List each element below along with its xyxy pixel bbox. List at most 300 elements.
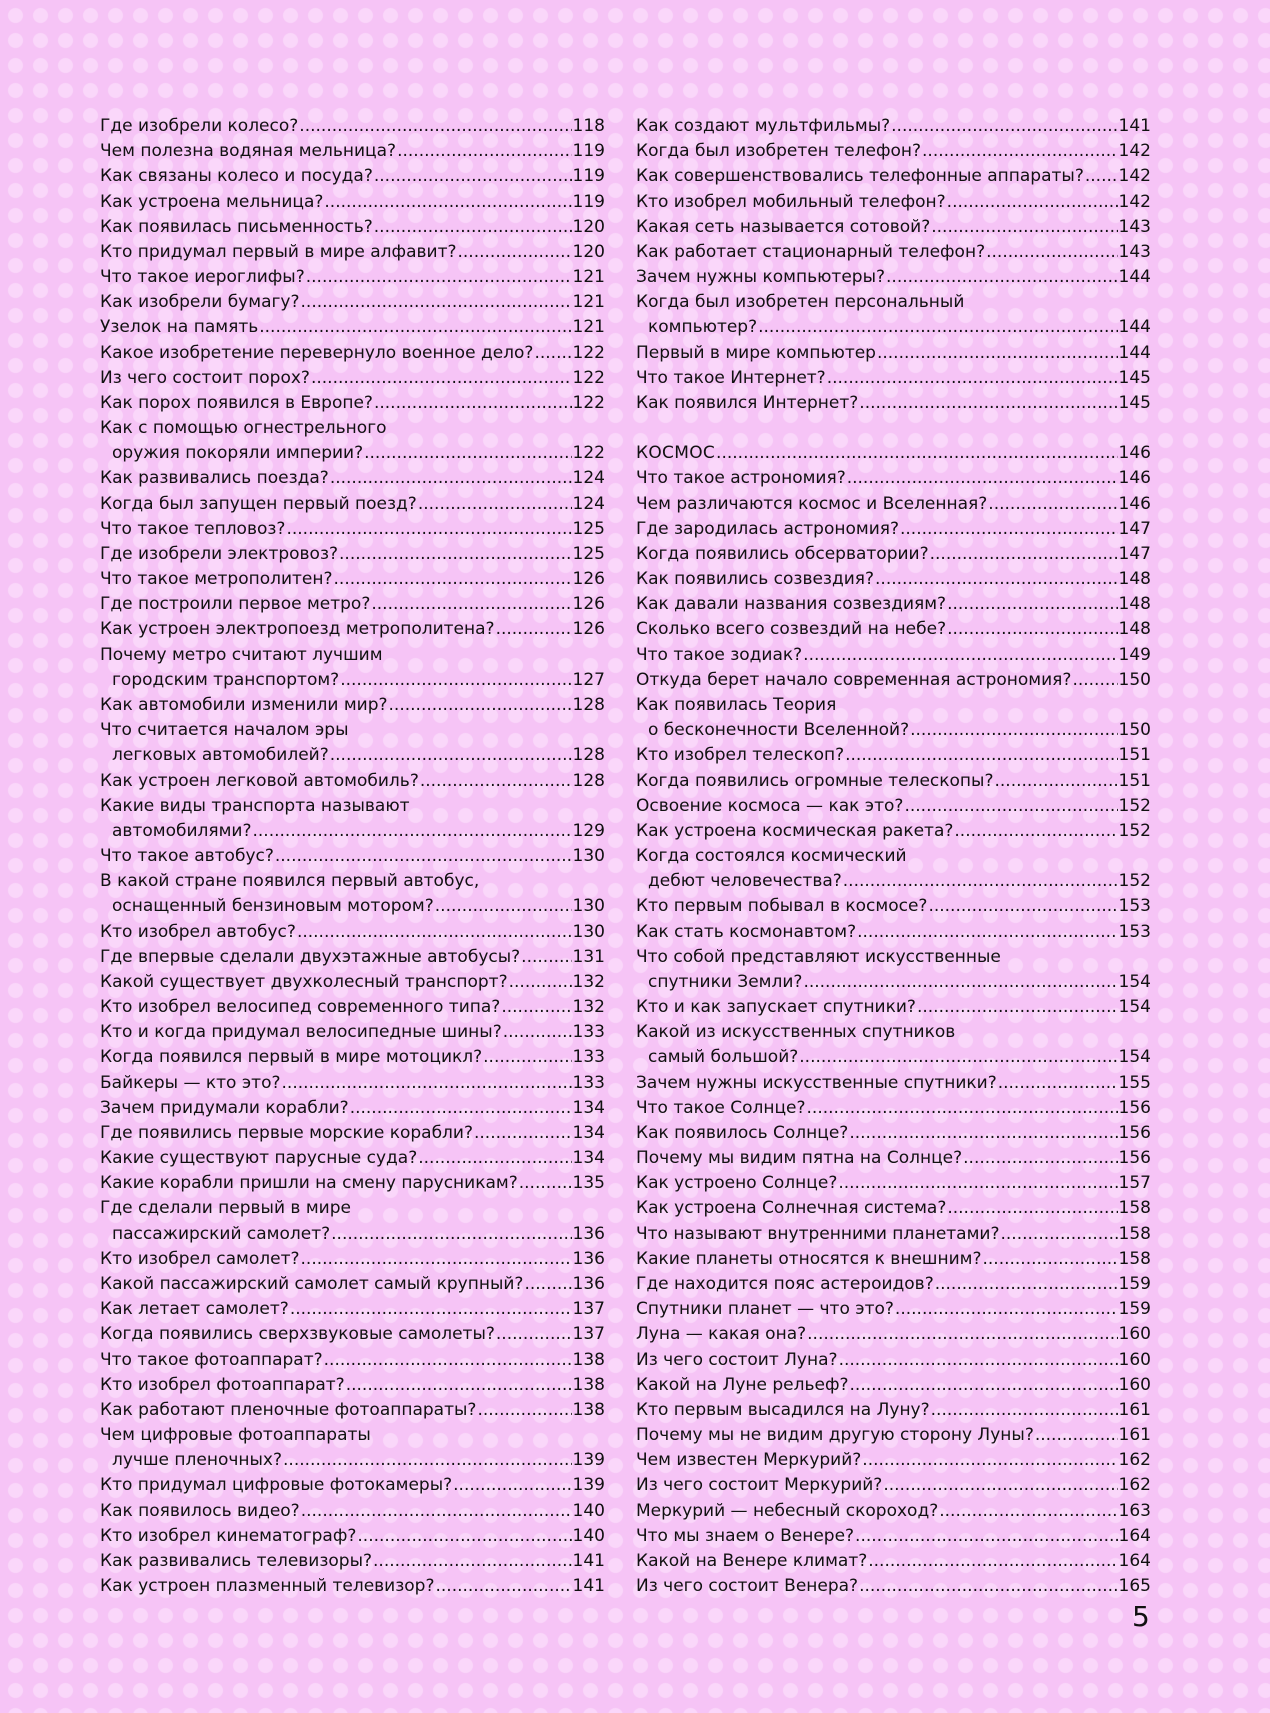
toc-entry: [100, 1020, 605, 1045]
toc-entry: [636, 1222, 1151, 1247]
toc-entry-title: Кто изобрел фотоаппарат?: [100, 1374, 345, 1395]
toc-entry-title: Из чего состоит Меркурий?: [636, 1475, 883, 1496]
toc-entry-title: Как порох появился в Европе?: [100, 392, 373, 413]
toc-entry-page: 128: [572, 694, 605, 715]
toc-entry-page: 124: [572, 468, 605, 489]
toc-entry-page: 152: [1118, 795, 1151, 816]
dot-leader: [340, 668, 571, 693]
toc-entry-page: 128: [572, 770, 605, 791]
toc-entry-title: Зачем нужны искусственные спутники?: [636, 1072, 997, 1093]
toc-entry-page: 144: [1118, 317, 1151, 338]
dot-leader: [904, 794, 1117, 819]
toc-entry-title: Что такое иероглифы?: [100, 267, 305, 288]
toc-entry: [100, 190, 605, 215]
toc-entry-title: Как устроена Солнечная система?: [636, 1198, 947, 1219]
toc-entry: [636, 1272, 1151, 1297]
dot-leader: [838, 1171, 1117, 1196]
dot-leader: [435, 1574, 571, 1599]
dot-leader: [758, 315, 1117, 340]
toc-entry-title: Как устроен плазменный телевизор?: [100, 1576, 435, 1597]
dot-leader: [1072, 668, 1117, 693]
dot-leader: [483, 1045, 571, 1070]
toc-entry-title: Что такое тепловоз?: [100, 518, 286, 539]
toc-entry: [100, 1322, 605, 1347]
dot-leader: [986, 240, 1117, 265]
toc-entry-title-line1: Какой из искусственных спутников: [636, 1022, 956, 1043]
toc-entry-title-line1: Какие виды транспорта называют: [100, 795, 410, 816]
dot-leader: [534, 341, 571, 366]
dot-leader: [418, 492, 572, 517]
toc-entry: [100, 341, 605, 366]
dot-leader: [324, 190, 571, 215]
toc-entry-title: о бесконечности Вселенной?: [648, 720, 910, 741]
toc-entry: [636, 668, 1151, 693]
toc-entry-title: спутники Земли?: [648, 971, 803, 992]
toc-entry-title: Из чего состоит порох?: [100, 367, 310, 388]
toc-entry-title-line1: Когда состоялся космический: [636, 846, 907, 867]
toc-entry: [100, 1146, 605, 1171]
toc-entry-page: 148: [1118, 569, 1151, 590]
toc-entry-page: 125: [572, 518, 605, 539]
toc-entry-page: 119: [572, 141, 605, 162]
toc-column-left: [100, 114, 605, 1599]
toc-entry-title: Кто изобрел мобильный телефон?: [636, 191, 946, 212]
toc-entry: [636, 592, 1151, 617]
toc-entry-page: 150: [1118, 669, 1151, 690]
toc-entry-title-line1: Где сделали первый в мире: [100, 1198, 351, 1219]
toc-entry-page: 125: [572, 543, 605, 564]
toc-entry: [636, 1071, 1151, 1096]
toc-entry-title: Кто изобрел самолет?: [100, 1248, 300, 1269]
toc-entry-page: 135: [572, 1173, 605, 1194]
toc-entry: [636, 391, 1151, 416]
toc-entry-title: Кто придумал первый в мире алфавит?: [100, 241, 457, 262]
toc-entry-page: 130: [572, 896, 605, 917]
toc-entry-title: дебют человечества?: [648, 871, 842, 892]
toc-entry: [636, 1448, 1151, 1473]
toc-entry-title-line1: Что собой представляют искусственные: [636, 946, 1001, 967]
dot-leader: [988, 492, 1117, 517]
dot-leader: [297, 920, 572, 945]
toc-entry-title: Кто изобрел автобус?: [100, 921, 296, 942]
toc-entry-page: 146: [1118, 468, 1151, 489]
toc-entry-page: 127: [572, 669, 605, 690]
toc-entry-page: 126: [572, 569, 605, 590]
toc-entry-page: 130: [572, 846, 605, 867]
toc-entry-page: 138: [572, 1349, 605, 1370]
dot-leader: [1085, 164, 1118, 189]
dot-leader: [521, 945, 571, 970]
dot-leader: [253, 819, 572, 844]
dot-leader: [299, 114, 571, 139]
toc-entry-title: Кто изобрел телескоп?: [636, 745, 845, 766]
toc-entry: [100, 542, 605, 567]
toc-entry: [636, 1171, 1151, 1196]
toc-entry: [636, 643, 1151, 668]
dot-leader: [283, 1448, 572, 1473]
toc-entry-title: Из чего состоит Луна?: [636, 1349, 838, 1370]
toc-entry-page: 145: [1118, 367, 1151, 388]
dot-leader: [1035, 1423, 1118, 1448]
dot-leader: [910, 718, 1117, 743]
toc-entry-title: Когда появились огромные телескопы?: [636, 770, 994, 791]
toc-entry: [636, 1574, 1151, 1599]
toc-entry: [636, 1020, 1151, 1070]
toc-entry: [100, 693, 605, 718]
toc-entry-page: 118: [572, 116, 605, 136]
toc-entry: [636, 617, 1151, 642]
toc-entry-page: 120: [572, 241, 605, 262]
toc-entry-title: Кто придумал цифровые фотокамеры?: [100, 1475, 453, 1496]
toc-entry: [100, 769, 605, 794]
toc-entry: [100, 466, 605, 491]
toc-entry-page: 133: [572, 1072, 605, 1093]
dot-leader: [807, 1322, 1117, 1347]
dot-leader: [324, 1348, 572, 1373]
toc-entry-title: Какой пассажирский самолет самый крупный?: [100, 1274, 524, 1294]
dot-leader: [922, 139, 1118, 164]
toc-entry-page: 157: [1118, 1173, 1151, 1194]
toc-entry: [636, 341, 1151, 366]
toc-entry-page: 153: [1118, 921, 1151, 942]
toc-entry-page: 137: [572, 1324, 605, 1345]
toc-entry-title: Кто первым высадился на Луну?: [636, 1399, 930, 1420]
dot-leader: [807, 1096, 1118, 1121]
toc-entry-title: Как развивались телевизоры?: [100, 1550, 373, 1571]
toc-entry: [100, 1549, 605, 1574]
toc-entry-title: Как устроен легковой автомобиль?: [100, 770, 419, 791]
dot-leader: [939, 1499, 1117, 1524]
toc-entry-page: 129: [572, 820, 605, 841]
toc-entry: [636, 290, 1151, 340]
toc-entry-title: городским транспортом?: [112, 669, 340, 690]
toc-entry: [636, 542, 1151, 567]
toc-entry-page: 154: [1118, 1047, 1151, 1068]
toc-entry-title: Как работают пленочные фотоаппараты?: [100, 1399, 477, 1420]
dot-leader: [931, 1398, 1118, 1423]
toc-entry-page: 144: [1118, 342, 1151, 363]
dot-leader: [845, 743, 1117, 768]
dot-leader: [330, 466, 572, 491]
toc-entry: [636, 995, 1151, 1020]
toc-entry: [636, 894, 1151, 919]
toc-entry-page: 126: [572, 619, 605, 640]
toc-entry-title: самый большой?: [648, 1047, 799, 1068]
toc-entry-title: Узелок на память: [100, 317, 259, 338]
dot-leader: [947, 190, 1118, 215]
toc-entry-title: Спутники планет — что это?: [636, 1299, 894, 1320]
toc-column-right: [636, 114, 1151, 1599]
toc-entry-title: Как устроена мельница?: [100, 191, 324, 212]
toc-entry: [100, 215, 605, 240]
dot-leader: [891, 114, 1117, 139]
dot-leader: [947, 1196, 1117, 1221]
toc-entry-page: 156: [1118, 1148, 1151, 1169]
dot-leader: [1001, 1222, 1118, 1247]
toc-entry-page: 164: [1118, 1525, 1151, 1546]
dot-leader: [947, 617, 1117, 642]
toc-entry-title: Как изобрели бумагу?: [100, 292, 300, 313]
toc-entry-title-line1: В какой стране появился первый автобус,: [100, 871, 480, 892]
toc-entry: [100, 1171, 605, 1196]
toc-entry-title: Кто и когда придумал велосипедные шины?: [100, 1022, 502, 1043]
toc-entry: [636, 1549, 1151, 1574]
toc-entry-title: Что такое астрономия?: [636, 468, 846, 489]
toc-entry-title: Какая сеть называется сотовой?: [636, 216, 931, 237]
toc-entry-title: КОСМОС: [636, 443, 716, 464]
dot-leader: [963, 1146, 1117, 1171]
toc-entry-title: Как устроен электропоезд метрополитена?: [100, 619, 495, 640]
dot-leader: [374, 164, 572, 189]
toc-entry-title: Где изобрели колесо?: [100, 116, 299, 136]
toc-entry-page: 122: [572, 342, 605, 363]
dot-leader: [859, 391, 1117, 416]
dot-leader: [843, 869, 1118, 894]
toc-entry: [100, 794, 605, 844]
toc-entry-page: 139: [572, 1450, 605, 1471]
toc-entry: [100, 1096, 605, 1121]
toc-entry: [100, 1272, 605, 1297]
toc-entry-title: Где находится пояс астероидов?: [636, 1273, 934, 1294]
toc-entry: [636, 945, 1151, 995]
toc-entry: [100, 1247, 605, 1272]
toc-entry: [100, 567, 605, 592]
toc-entry-title: Как развивались поезда?: [100, 468, 329, 489]
toc-entry-title: Где построили первое метро?: [100, 594, 371, 615]
toc-entry-page: 148: [1118, 619, 1151, 640]
toc-entry-page: 154: [1118, 997, 1151, 1018]
toc-entry-title: Как появились созвездия?: [636, 569, 875, 590]
toc-entry-title: Зачем придумали корабли?: [100, 1097, 349, 1118]
toc-entry: [636, 1348, 1151, 1373]
dot-leader: [496, 617, 572, 642]
toc-entry-title-line1: Как появилась Теория: [636, 694, 837, 715]
toc-entry-page: 152: [1118, 871, 1151, 892]
dot-leader: [519, 1171, 572, 1196]
dot-leader: [330, 743, 572, 768]
toc-entry: [100, 617, 605, 642]
toc-entry: [636, 1196, 1151, 1221]
toc-entry: [100, 139, 605, 164]
dot-leader: [501, 995, 571, 1020]
toc-entry-title: лучше пленочных?: [112, 1450, 283, 1471]
toc-entry-page: 162: [1118, 1450, 1151, 1471]
toc-entry-page: 126: [572, 594, 605, 615]
toc-entry-page: 148: [1118, 594, 1151, 615]
toc-entry: [636, 844, 1151, 894]
toc-entry: [100, 1574, 605, 1599]
toc-entry: [100, 1071, 605, 1096]
toc-entry-title: Когда появились обсерватории?: [636, 543, 929, 564]
toc-entry: [100, 592, 605, 617]
toc-entry-page: 160: [1118, 1324, 1151, 1345]
toc-entry-page: 165: [1118, 1576, 1151, 1597]
dot-leader: [994, 769, 1117, 794]
dot-leader: [275, 844, 572, 869]
toc-entry-page: 161: [1118, 1425, 1151, 1446]
dot-leader: [503, 1020, 572, 1045]
toc-entry: [100, 416, 605, 466]
toc-section-heading: [636, 441, 1151, 466]
toc-entry-page: 136: [572, 1248, 605, 1269]
dot-leader: [827, 366, 1118, 391]
toc-entry-title: Как устроена космическая ракета?: [636, 820, 954, 841]
dot-leader: [371, 592, 571, 617]
dot-leader: [458, 240, 572, 265]
toc-entry-page: 156: [1118, 1097, 1151, 1118]
toc-entry: [636, 190, 1151, 215]
toc-entry-page: 158: [1118, 1223, 1151, 1244]
toc-entry-title: Кто первым побывал в космосе?: [636, 896, 928, 917]
toc-entry-page: 143: [1118, 241, 1151, 262]
dot-leader: [477, 1398, 571, 1423]
toc-entry: [100, 1499, 605, 1524]
toc-entry-title: Когда появились сверхзвуковые самолеты?: [100, 1324, 495, 1345]
toc-entry: [636, 1247, 1151, 1272]
toc-entry: [100, 114, 605, 139]
toc-entry: [636, 920, 1151, 945]
toc-entry-title: пассажирский самолет?: [112, 1223, 331, 1244]
dot-leader: [862, 1448, 1117, 1473]
toc-entry-page: 139: [572, 1475, 605, 1496]
toc-entry: [100, 1524, 605, 1549]
dot-leader: [998, 1071, 1118, 1096]
toc-entry-page: 140: [572, 1500, 605, 1521]
toc-entry: [100, 1045, 605, 1070]
dot-leader: [453, 1473, 571, 1498]
toc-entry-title: Почему мы видим пятна на Солнце?: [636, 1148, 963, 1169]
toc-entry-title: Где зародилась астрономия?: [636, 518, 899, 539]
toc-entry: [100, 517, 605, 542]
dot-leader: [357, 1524, 571, 1549]
toc-entry-page: 155: [1118, 1072, 1151, 1093]
toc-entry: [636, 366, 1151, 391]
toc-entry-page: 160: [1118, 1374, 1151, 1395]
toc-entry: [636, 1322, 1151, 1347]
dot-leader: [374, 215, 572, 240]
dot-leader: [282, 1071, 572, 1096]
toc-entry-page: 156: [1118, 1122, 1151, 1143]
toc-entry-title: Как устроено Солнце?: [636, 1173, 838, 1194]
toc-entry: [100, 844, 605, 869]
toc-entry-page: 121: [572, 317, 605, 338]
toc-entry-title: Чем известен Меркурий?: [636, 1450, 862, 1471]
toc-entry-page: 147: [1118, 543, 1151, 564]
toc-entry: [100, 970, 605, 995]
toc-entry-title: Зачем нужны компьютеры?: [636, 267, 886, 288]
toc-entry-title: Как появилась письменность?: [100, 216, 373, 237]
toc-entry-page: 122: [572, 367, 605, 388]
toc-entry-page: 137: [572, 1299, 605, 1320]
toc-entry-title: Где впервые сделали двухэтажные автобусы?: [100, 946, 521, 967]
toc-entry-page: 149: [1118, 644, 1151, 665]
toc-entry: [100, 1473, 605, 1498]
toc-entry-page: 130: [572, 921, 605, 942]
toc-entry-title-line1: Когда был изобретен персональный: [636, 292, 965, 313]
dot-leader: [982, 1247, 1117, 1272]
toc-entry-page: 134: [572, 1097, 605, 1118]
toc-entry-title: Освоение космоса — как это?: [636, 795, 904, 816]
toc-entry: [636, 1524, 1151, 1549]
toc-entry-page: 136: [572, 1223, 605, 1244]
toc-entry: [636, 1373, 1151, 1398]
toc-entry-title: Луна — какая она?: [636, 1324, 807, 1345]
dot-leader: [886, 265, 1118, 290]
toc-entry-title: Кто изобрел велосипед современного типа?: [100, 997, 501, 1018]
toc-entry-title: Как связаны колесо и посуда?: [100, 166, 373, 187]
toc-entry-title: Кто изобрел кинематограф?: [100, 1525, 357, 1546]
toc-entry: [636, 769, 1151, 794]
toc-entry-page: 119: [572, 166, 605, 187]
toc-entry-title: легковых автомобилей?: [112, 745, 329, 766]
toc-entry-page: 122: [572, 443, 605, 464]
toc-entry-page: 132: [572, 997, 605, 1018]
toc-entry-title-line1: Чем цифровые фотоаппараты: [100, 1425, 371, 1446]
dot-leader: [857, 920, 1117, 945]
toc-entry-title: Когда был изобретен телефон?: [636, 141, 922, 162]
toc-entry-page: 142: [1118, 166, 1151, 187]
dot-leader: [397, 139, 571, 164]
dot-leader: [868, 1549, 1117, 1574]
dot-leader: [877, 341, 1118, 366]
toc-entry: [636, 693, 1151, 743]
dot-leader: [839, 1348, 1118, 1373]
toc-entry: [100, 366, 605, 391]
toc-entry-page: 142: [1118, 191, 1151, 212]
dot-leader: [420, 769, 572, 794]
dot-leader: [306, 265, 572, 290]
toc-entry: [100, 920, 605, 945]
dot-leader: [855, 1524, 1118, 1549]
dot-leader: [895, 1297, 1118, 1322]
toc-entry-page: 145: [1118, 392, 1151, 413]
toc-entry-title: Как летает самолет?: [100, 1299, 289, 1320]
dot-leader: [930, 542, 1118, 567]
dot-leader: [374, 391, 572, 416]
toc-entry-page: 134: [572, 1122, 605, 1143]
toc-entry-title: Какое изобретение перевернуло военное дело?: [100, 342, 534, 363]
toc-entry: [636, 164, 1151, 189]
dot-leader: [474, 1121, 572, 1146]
toc-entry-title: Что такое зодиак?: [636, 644, 803, 665]
toc-entry-title: Из чего состоит Венера?: [636, 1576, 859, 1597]
toc-entry-page: 159: [1118, 1273, 1151, 1294]
toc-entry-title: Как работает стационарный телефон?: [636, 241, 986, 262]
toc-spacer: [636, 416, 1151, 441]
toc-entry: [636, 265, 1151, 290]
dot-leader: [290, 1297, 572, 1322]
dot-leader: [301, 290, 572, 315]
toc-entry-page: 146: [1118, 443, 1151, 464]
toc-entry: [100, 240, 605, 265]
toc-entry: [100, 643, 605, 693]
toc-entry-page: 158: [1118, 1248, 1151, 1269]
toc-entry-page: 141: [572, 1550, 605, 1571]
toc-entry: [100, 1297, 605, 1322]
dot-leader: [373, 1549, 572, 1574]
dot-leader: [389, 693, 572, 718]
toc-entry-page: 140: [572, 1525, 605, 1546]
toc-entry-title: Чем полезна водяная мельница?: [100, 141, 397, 162]
dot-leader: [954, 819, 1117, 844]
toc-entry: [636, 1121, 1151, 1146]
toc-entry: [636, 139, 1151, 164]
dot-leader: [799, 1045, 1117, 1070]
toc-entry-title-line1: Как с помощью огнестрельного: [100, 418, 387, 439]
toc-entry-title: Что называют внутренними планетами?: [636, 1223, 1000, 1244]
toc-entry-page: 158: [1118, 1198, 1151, 1219]
dot-leader: [259, 315, 571, 340]
